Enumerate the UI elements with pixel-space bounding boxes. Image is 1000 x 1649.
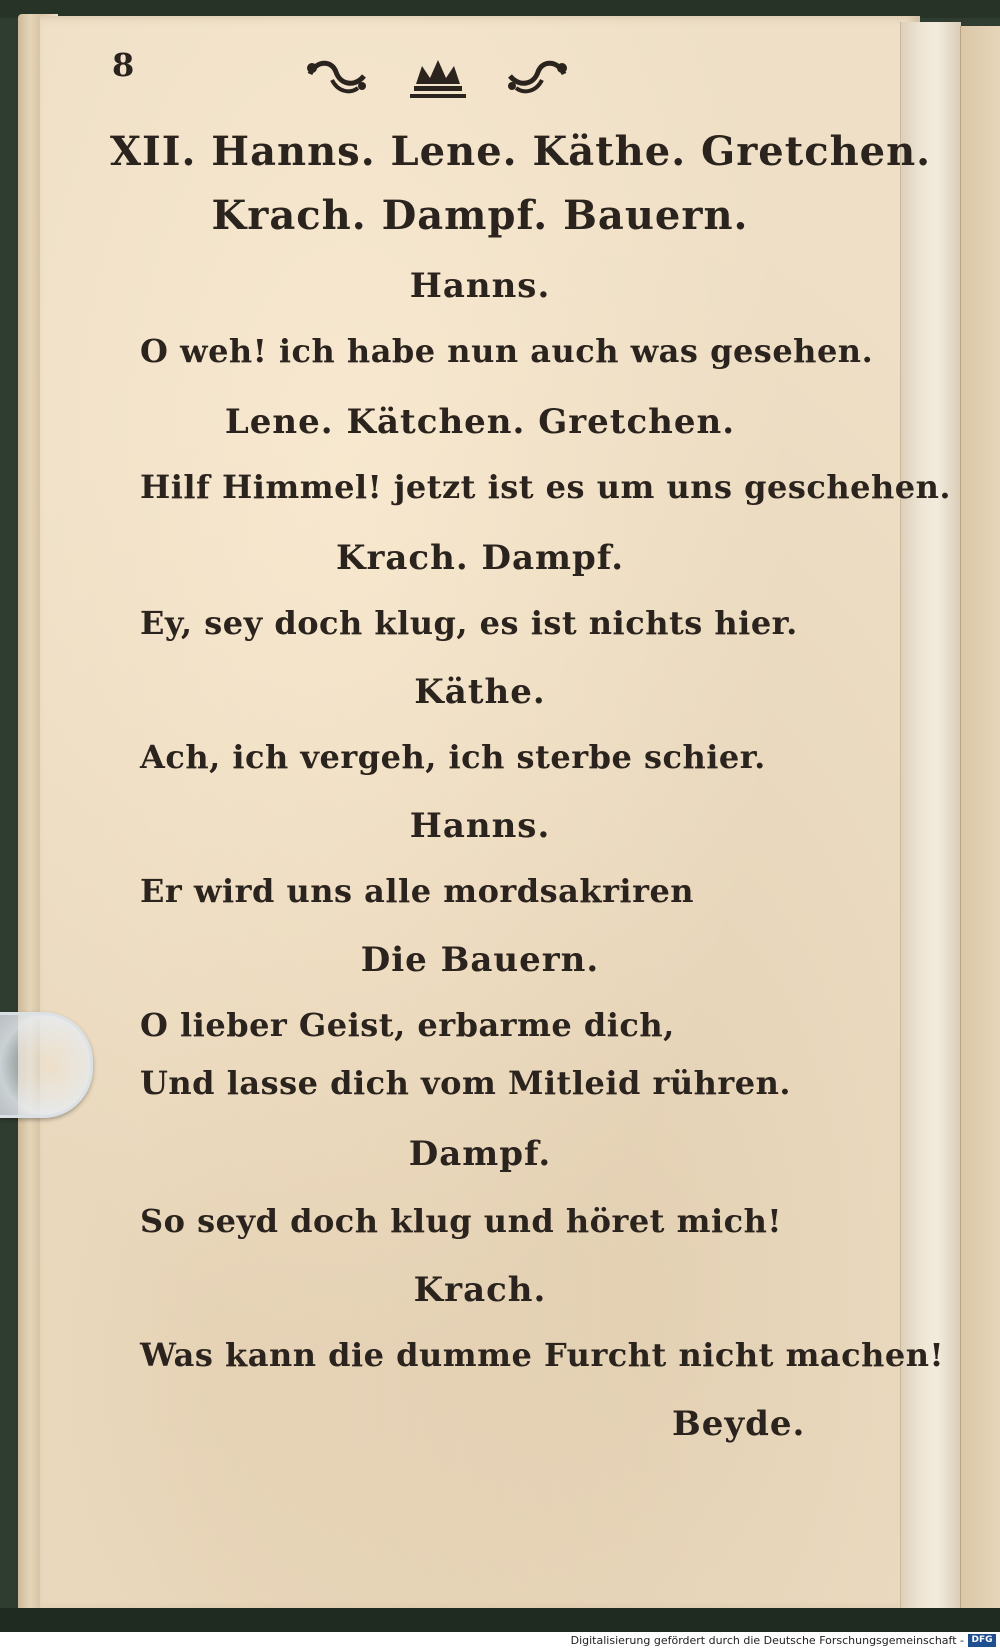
verse-line: So seyd doch klug und höret mich! xyxy=(140,1202,782,1240)
scroll-left-icon xyxy=(302,54,372,100)
speaker-label: Krach. Dampf. xyxy=(335,538,625,578)
speaker-label: Die Bauern. xyxy=(360,940,600,980)
verse-line: Ey, sey doch klug, es ist nichts hier. xyxy=(140,604,798,642)
catchword: Beyde. xyxy=(672,1404,806,1444)
verse-line: Ach, ich vergeh, ich sterbe schier. xyxy=(140,738,766,776)
verse-line: Was kann die dumme Furcht nicht machen! xyxy=(140,1336,945,1374)
page-number: 8 xyxy=(112,46,135,84)
verse-line: O weh! ich habe nun auch was gesehen. xyxy=(140,332,874,370)
verse-line: Hilf Himmel! jetzt ist es um uns geschehen. xyxy=(140,468,952,506)
next-page-edge xyxy=(960,26,1000,1612)
dfg-logo: DFG xyxy=(968,1634,996,1647)
verse-line: Er wird uns alle mordsakriren xyxy=(140,872,695,910)
scene-heading-line1: XII. Hanns. Lene. Käthe. Gretchen. xyxy=(110,128,932,175)
speaker-label: Käthe. xyxy=(414,672,546,712)
crown-icon xyxy=(408,54,468,100)
footer-credit: Digitalisierung gefördert durch die Deutsche Forschungsgemeinschaft - xyxy=(570,1634,964,1647)
speaker-label: Lene. Kätchen. Gretchen. xyxy=(224,402,736,442)
speaker-label: Dampf. xyxy=(408,1134,552,1174)
verse-line: O lieber Geist, erbarme dich, xyxy=(140,1006,675,1044)
speaker-label: Hanns. xyxy=(409,266,551,306)
speaker-label: Hanns. xyxy=(409,806,551,846)
verse-line: Und lasse dich vom Mitleid rühren. xyxy=(140,1064,792,1102)
scroll-right-icon xyxy=(502,54,572,100)
page-text xyxy=(40,16,952,1612)
scene-heading-line2: Krach. Dampf. Bauern. xyxy=(211,192,749,239)
speaker-label: Krach. xyxy=(413,1270,547,1310)
